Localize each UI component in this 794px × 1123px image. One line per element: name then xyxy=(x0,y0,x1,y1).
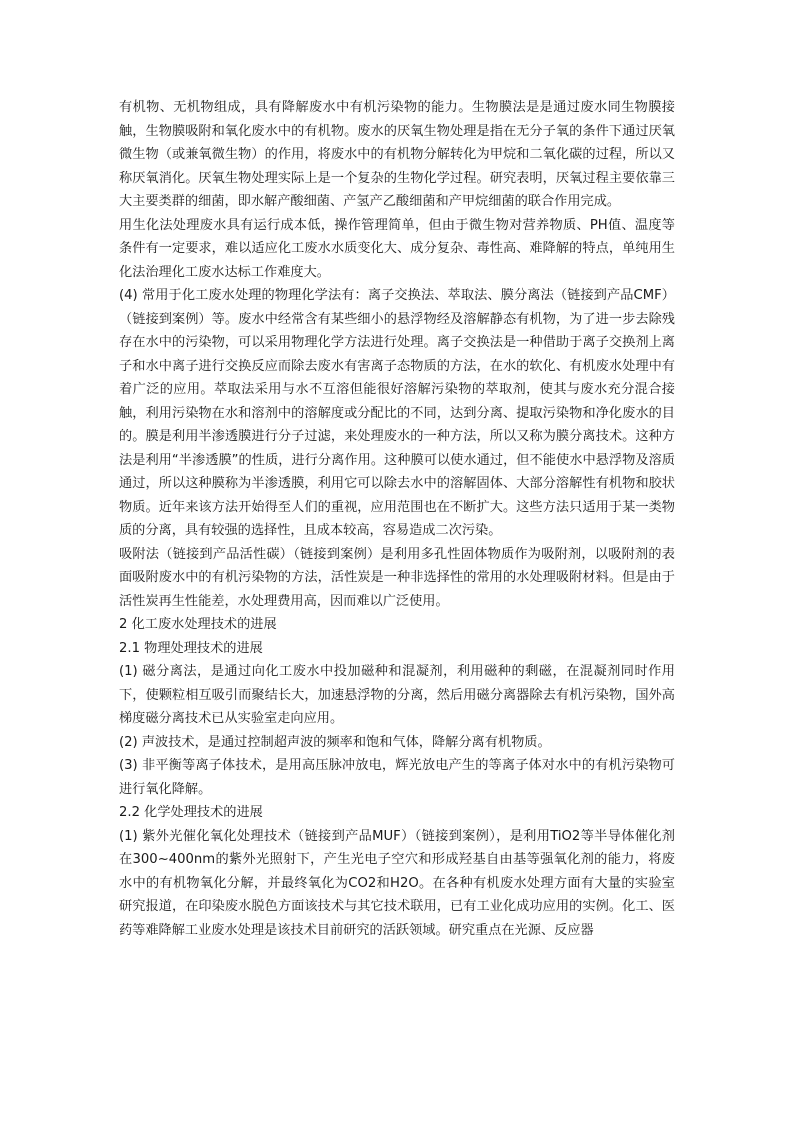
subsection-heading-2-1: 2.1 物理处理技术的进展 xyxy=(119,640,263,656)
section-heading-2: 2 化工废水处理技术的进展 xyxy=(119,617,277,632)
paragraph-sonic-technology: (2) 声波技术，是通过控制超声波的频率和饱和气体，降解分离有机物质。 xyxy=(119,734,551,750)
paragraph-uv-photocatalysis: (1) 紫外光催化氧化处理技术（链接到产品MUF）（链接到案例），是利用TiO2等半导体催化剂在300~400nm的紫外光照射下，产生光电子空穴和形成羟基自由基等强氧化剂的能力，将废水中的有机物氧化分解，并最终氧化为CO2和H2O。在各种有机废水处理方面有大量的实验室研究报道，在印染废水脱色方面该技术与其它技术联用，已有工业化成功应用的实例。化工、医药等难降解工业废水处理是该技术目前研究的活跃领域。研究重点在光源、反应器 xyxy=(119,828,675,938)
paragraph-adsorption: 吸附法（链接到产品活性碳）（链接到案例）是利用多孔性固体物质作为吸附剂，以吸附剂的表面吸附废水中的有机污染物的方法，活性炭是一种非选择性的常用的水处理吸附材料。但是由于活性炭再生性能差，水处理费用高，因而难以广泛使用。 xyxy=(119,546,675,609)
paragraph-magnetic-separation: (1) 磁分离法，是通过向化工废水中投加磁种和混凝剂，利用磁种的剩磁，在混凝剂同时作用下，使颗粒相互吸引而聚结长大，加速悬浮物的分离，然后用磁分离器除去有机污染物，国外高梯度磁分离技术已从实验室走向应用。 xyxy=(119,664,675,726)
subsection-heading-2-2: 2.2 化学处理技术的进展 xyxy=(119,805,263,820)
paragraph-physicochemical-methods: (4) 常用于化工废水处理的物理化学法有：离子交换法、萃取法、膜分离法（链接到产品CMF）（链接到案例）等。废水中经常含有某些细小的悬浮物经及溶解静态有机物，为了进一步去除残存在水中的污染物，可以采用物理化学方法进行处理。离子交换法是一种借助于离子交换剂上离子和水中离子进行交换反应而除去废水有害离子态物质的方法，在水的软化、有机废水处理中有着广泛的应用。萃取法采用与水不互溶但能很好溶解污染物的萃取剂，使其与废水充分混合接触，利用污染物在水和溶剂中的溶解度或分配比的不同，达到分离、提取污染物和净化废水的目的。膜是利用半渗透膜进行分子过滤，来处理废水的一种方法，所以又称为膜分离技术。这种方法是利用“半渗透膜”的性质，进行分离作用。这种膜可以使水通过，但不能使水中悬浮物及溶质通过，所以这种膜称为半渗透膜，利用它可以除去水中的溶解固体、大部分溶解性有机物和胶状物质。近年来该方法开始得至人们的重视，应用范围也在不断扩大。这些方法只适用于某一类物质的分离，具有较强的选择性，且成本较高，容易造成二次污染。 xyxy=(119,288,675,538)
paragraph-plasma-technology: (3) 非平衡等离子体技术，是用高压脉冲放电，辉光放电产生的等离子体对水中的有机污染物可进行氧化降解。 xyxy=(119,758,675,797)
paragraph-biochemical-limitations: 用生化法处理废水具有运行成本低，操作管理简单，但由于微生物对营养物质、PH值、温度等条件有一定要求，难以适应化工废水水质变化大、成分复杂、毒性高、难降解的特点，单纯用生化法治理化工废水达标工作难度大。 xyxy=(119,217,675,280)
document-body xyxy=(119,96,675,942)
paragraph-biological-treatment: 有机物、无机物组成，具有降解废水中有机污染物的能力。生物膜法是是通过废水同生物膜接触，生物膜吸附和氧化废水中的有机物。废水的厌氧生物处理是指在无分子氧的条件下通过厌氧微生物（或兼氧微生物）的作用，将废水中的有机物分解转化为甲烷和二氧化碳的过程，所以又称厌氧消化。厌氧生物处理实际上是一个复杂的生物化学过程。研究表明，厌氧过程主要依靠三大主要类群的细菌，即水解产酸细菌、产氢产乙酸细菌和产甲烷细菌的联合作用完成。 xyxy=(119,100,675,209)
